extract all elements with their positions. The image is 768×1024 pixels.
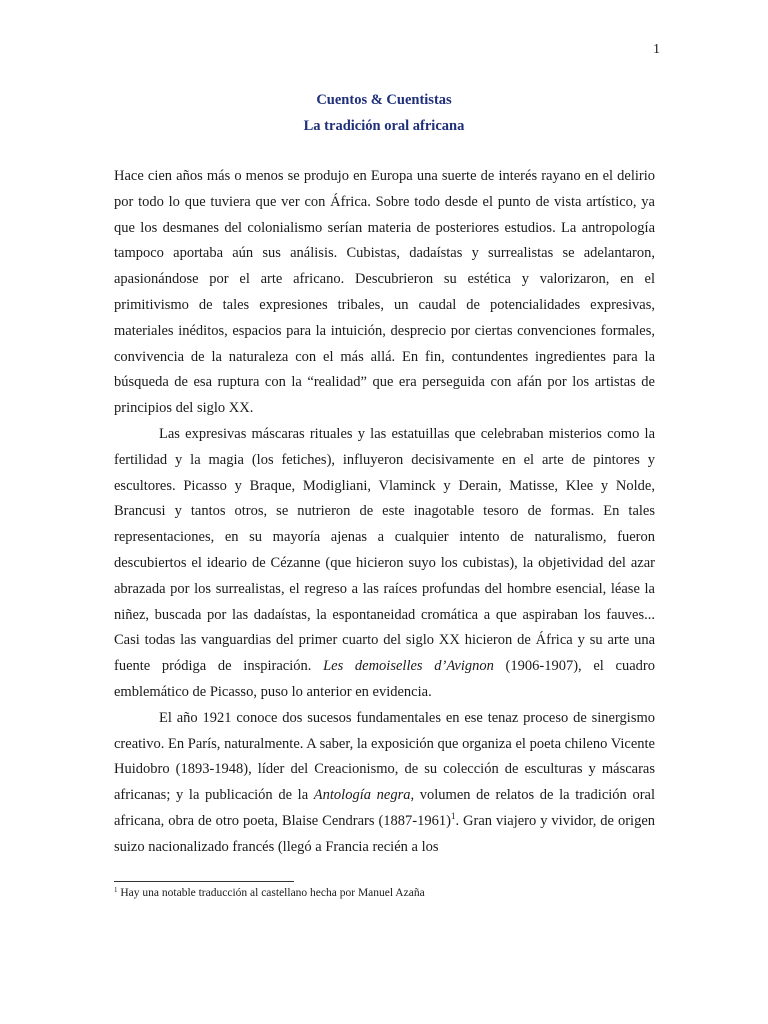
paragraph-3-text-b: volumen de relatos de la tradición oral africana, obra de otro poeta, Blaise Cendrars (1887-1961) [114,787,656,829]
footnote-text: Hay una notable traducción al castellano hecha por Manuel Azaña [117,887,425,899]
paragraph-2 [114,422,655,706]
paragraph-2-text-a: Las expresivas máscaras rituales y las estatuillas que celebraban misterios como la fertilidad y la magia (los fetiches), influyeron decisivamente en el arte de pintores y escultores. Picasso y Braque, Modigliani, Vlaminck y Derain, Matisse, Klee y Nolde, Brancusi y tantos otros, se nutrieron de este inagotable tesoro de formas. En tales representaciones, en su mayoría ajenas a cualquier intento de naturalismo, fueron descubiertos el ideario de Cézanne (que hicieron suyo los cubistas), la objetividad del azar abrazada por los surrealistas, el regreso a las raíces profundas del hombre esencial, léase la niñez, buscada por las dadaístas, la espontaneidad cromática a que aspiraban los fauves... Casi todas las vanguardias del primer cuarto del siglo XX hicieron de África y su arte una fuente pródiga de inspiración. [114,425,655,675]
footnote [114,886,655,900]
paragraph-2-text-b: (1906-1907), el cuadro emblemático de Picasso, puso lo anterior en evidencia. [114,658,655,700]
footnote-number: 1 [114,886,118,894]
book-title: Antología negra, [313,787,415,804]
page-number: 1 [653,42,660,57]
title-block [0,90,768,142]
body-text [114,164,655,861]
artwork-title: Les demoiselles d’Avignon [323,658,494,675]
document-subtitle: La tradición oral africana [303,118,465,134]
document-title: Cuentos & Cuentistas [316,92,452,108]
footnote-reference[interactable]: 1 [450,810,456,821]
paragraph-1: Hace cien años más o menos se produjo en Europa una suerte de interés rayano en el delirio por todo lo que tuviera que ver con África. Sobre todo desde el punto de vista artístico, ya que los desmanes del colonialismo serían materia de posteriores estudios. La antropología tampoco aportaba aún sus análisis. Cubistas, dadaístas y surrealistas se adelantaron, apasionándose por el arte africano. Descubrieron su estética y valorizaron, en el primitivismo de tales expresiones tribales, un caudal de potencialidades expresivas, materiales inéditos, espacios para la intuición, desprecio por ciertas convenciones formales, convivencia de la naturaleza con el más allá. En fin, contundentes ingredientes para la búsqueda de esa ruptura con la “realidad” que era perseguida con afán por los artistas de principios del siglo XX. [114,168,655,417]
paragraph-3-text-a: El año 1921 conoce dos sucesos fundamentales en ese tenaz proceso de sinergismo creativo. En París, naturalmente. A saber, la exposición que organiza el poeta chileno Vicente Huidobro (1893-1948), líder del Creacionismo, de su colección de esculturas y máscaras africanas; y la publicación de la [114,709,655,804]
paragraph-3 [114,706,655,861]
paragraph-3-text-c: . Gran viajero y vividor, de origen suizo nacionalizado francés (llegó a Francia recién a los [114,812,655,855]
footnote-divider [114,881,294,882]
